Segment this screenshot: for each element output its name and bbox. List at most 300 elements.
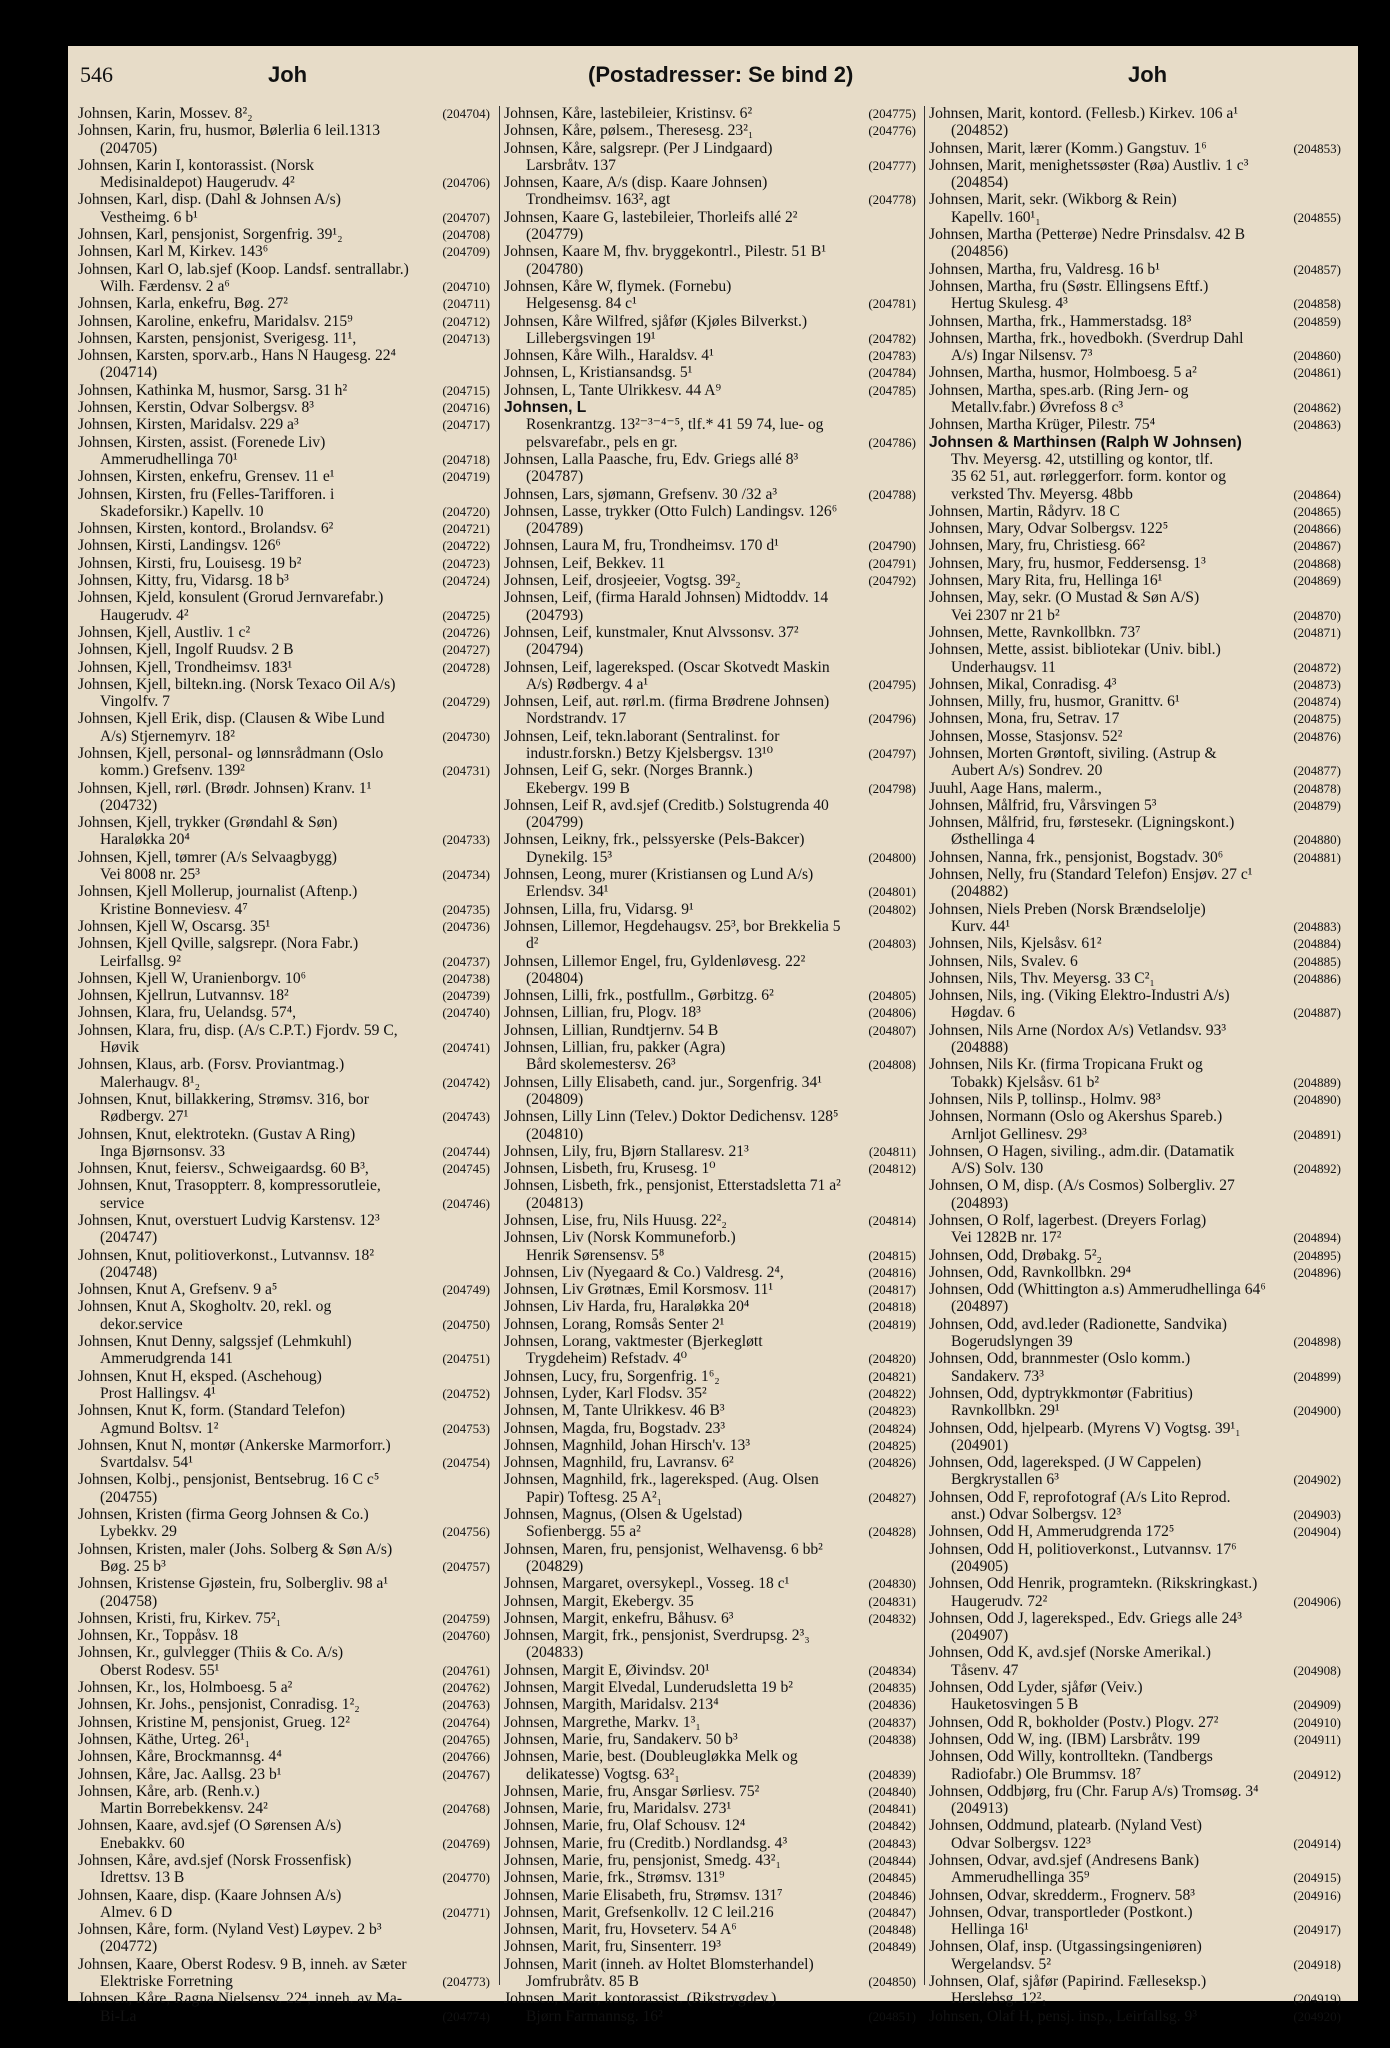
entry-text: Ammerudgrenda 141: [100, 1350, 233, 1368]
directory-entry-line: (204780): [526, 260, 584, 278]
directory-entry-line: Johnsen, Knut, elektrotekn. (Gustav A Ring): [78, 1125, 356, 1143]
entry-number: (204808): [868, 1057, 916, 1073]
entry-text: Johnsen, Lucy, fru, Sorgenfrig. 1⁶₂: [504, 1367, 720, 1385]
directory-entry-line: [929, 1990, 1341, 2007]
directory-entry-line: Johnsen, Leif, aut. rørl.m. (firma Brødrene Johnsen): [504, 693, 830, 711]
entry-text: Johnsen, Lily, fru, Bjørn Stallaresv. 21³: [504, 1142, 749, 1160]
directory-entry-line: Johnsen, Lilly Elisabeth, cand. jur., Sorgenfrig. 34¹: [504, 1073, 822, 1091]
entry-text: Oberst Rodesv. 55¹: [100, 1661, 220, 1679]
entry-number: (204862): [1293, 400, 1341, 416]
entry-number: (204791): [868, 555, 916, 571]
directory-entry-line: [78, 607, 490, 624]
entry-text: d²: [526, 935, 539, 953]
entry-text: Kapellv. 160¹₁: [951, 208, 1041, 226]
entry-number: (204781): [868, 296, 916, 312]
entry-number: (204797): [868, 745, 916, 761]
directory-entry-line: Johnsen, Marit, kontorassist. (Rikstrygdev.): [504, 1990, 777, 2008]
directory-entry-line: [78, 2008, 490, 2025]
entry-number: (204830): [868, 1576, 916, 1592]
directory-entry-line: [929, 762, 1341, 779]
directory-entry-line: [78, 1973, 490, 1990]
directory-entry-line: [78, 1420, 490, 1437]
entry-number: (204876): [1293, 728, 1341, 744]
entry-text: Johnsen, Mosse, Stasjonsv. 52²: [929, 727, 1123, 745]
entry-number: (204836): [868, 1697, 916, 1713]
directory-entry-line: Johnsen, Marit, kontord. (Fellesb.) Kirkev. 106 a¹: [929, 105, 1238, 122]
entry-text: Johnsen, Odd, Drøbakg. 5²₂: [929, 1246, 1102, 1264]
directory-entry-line: [504, 1316, 916, 1333]
entry-number: (204727): [442, 642, 490, 658]
directory-entry-line: [504, 347, 916, 364]
directory-entry-line: Johnsen, Kr., gulvlegger (Thiis & Co. A/s): [78, 1644, 344, 1662]
directory-entry-line: [504, 849, 916, 866]
directory-entry-line: [78, 209, 490, 226]
directory-entry-line: [504, 486, 916, 503]
entry-text: Johnsen, Marie, fru, pensjonist, Smedg. 43²₁: [504, 1851, 781, 1869]
directory-entry-line: [78, 1281, 490, 1298]
column-divider: [924, 106, 925, 1985]
entry-number: (204742): [442, 1074, 490, 1090]
entry-number: (204749): [442, 1282, 490, 1298]
entry-number: (204795): [868, 676, 916, 692]
entry-text: Johnsen, Lyder, Karl Flodsv. 35²: [504, 1384, 707, 1402]
directory-entry-line: Johnsen, Olaf, sjåfør (Papirind. Fælleseksp.): [929, 1973, 1207, 1991]
entry-text: Johnsen, Mary, Odvar Solbergsv. 122⁵: [929, 520, 1169, 538]
entry-number: (204725): [442, 607, 490, 623]
entry-number: (204887): [1293, 1005, 1341, 1021]
directory-entry-line: [78, 1731, 490, 1748]
directory-entry-line: [78, 1904, 490, 1921]
directory-entry-line: Johnsen, Kjell, trykker (Grøndahl & Søn): [78, 814, 338, 832]
entry-text: Johnsen, Martha Krüger, Pilestr. 75⁴: [929, 416, 1156, 434]
directory-entry-line: [929, 970, 1341, 987]
entry-number: (204738): [442, 970, 490, 986]
entry-number: (204911): [1293, 1731, 1341, 1747]
directory-entry-line: Johnsen, May, sekr. (O Mustad & Søn A/S): [929, 589, 1200, 607]
column-divider: [499, 106, 500, 1985]
directory-entry-line: Johnsen, Lorang, vaktmester (Bjerkegløtt: [504, 1333, 763, 1351]
entry-number: (204756): [442, 1524, 490, 1540]
directory-entry-line: [504, 1938, 916, 1955]
directory-entry-line: [78, 953, 490, 970]
entry-text: Johnsen, Margit E, Øivindsv. 20¹: [504, 1661, 710, 1679]
directory-entry-line: Johnsen, Klaus, arb. (Forsv. Proviantmag.): [78, 1056, 345, 1074]
entry-number: (204741): [442, 1040, 490, 1056]
entry-number: (204889): [1293, 1074, 1341, 1090]
directory-entry-line: [78, 1160, 490, 1177]
directory-entry-line: (204779): [526, 226, 584, 244]
directory-entry-line: Johnsen, Kjell Erik, disp. (Clausen & Wibe Lund: [78, 710, 385, 728]
directory-entry-line: [504, 1385, 916, 1402]
entry-number: (204718): [442, 451, 490, 467]
entry-text: Johnsen, Kirsten, Maridalsv. 229 a³: [78, 416, 299, 434]
entry-text: Johnsen, Margrethe, Markv. 1³₁: [504, 1713, 701, 1731]
directory-entry-line: [504, 122, 916, 139]
column-right: [929, 105, 1341, 2025]
directory-entry-line: Johnsen, Martha, frk., hovedbokh. (Sverdrup Dahl: [929, 329, 1244, 347]
entry-text: Agmund Boltsv. 1²: [100, 1419, 219, 1437]
entry-number: (204902): [1293, 1472, 1341, 1488]
entry-text: Bård skolemestersv. 26³: [526, 1056, 676, 1074]
directory-entry-line: [78, 641, 490, 658]
entry-number: (204914): [1293, 1835, 1341, 1851]
entry-text: delikatesse) Vogtsg. 63²₁: [526, 1765, 680, 1783]
entry-text: Johnsen, Karl M, Kirkev. 143⁶: [78, 243, 269, 261]
directory-entry-line: [929, 607, 1341, 624]
directory-entry-line: [504, 1004, 916, 1021]
entry-text: Johnsen, Mona, fru, Setrav. 17: [929, 710, 1120, 728]
entry-text: Hellinga 16¹: [951, 1921, 1029, 1939]
entry-text: Enebakkv. 60: [100, 1834, 185, 1852]
entry-text: Johnsen, Marit, Grefsenkollv. 12 C leil.216: [504, 1903, 774, 1921]
directory-entry-line: [78, 1696, 490, 1713]
entry-number: (204866): [1293, 521, 1341, 537]
entry-number: (204906): [1293, 1593, 1341, 1609]
entry-text: Johnsen, Lisbeth, fru, Krusesg. 1⁰: [504, 1160, 716, 1178]
entry-number: (204840): [868, 1783, 916, 1799]
entry-text: Johnsen, Kjell, Trondheimsv. 183¹: [78, 658, 293, 676]
directory-entry-line: [78, 313, 490, 330]
entry-text: industr.forskn.) Betzy Kjelsbergsv. 13¹⁰: [526, 744, 773, 762]
entry-text: Inga Bjørnsonsv. 33: [100, 1142, 226, 1160]
entry-number: (204817): [868, 1282, 916, 1298]
directory-entry-line: (204793): [526, 606, 584, 624]
entry-number: (204896): [1293, 1264, 1341, 1280]
directory-entry-line: Johnsen, Nils Kr. (firma Tropicana Frukt og: [929, 1056, 1203, 1074]
directory-entry-line: [504, 1921, 916, 1938]
entry-text: Johnsen, Kirsten, enkefru, Grensev. 11 e¹: [78, 468, 335, 486]
entry-text: Johnsen, Marie, fru, Ansgar Sørliesv. 75²: [504, 1782, 760, 1800]
directory-entry-line: Johnsen, Knut, politioverkonst., Lutvannsv. 18²: [78, 1246, 375, 1264]
entry-number: (204838): [868, 1731, 916, 1747]
entry-number: (204868): [1293, 555, 1341, 571]
directory-entry-line: [78, 1195, 490, 1212]
entry-text: Johnsen, Kåre, pølsem., Theresesg. 23²₁: [504, 122, 754, 140]
entry-text: Henrik Sørensensv. 5⁸: [526, 1246, 665, 1264]
directory-entry-line: (204907): [951, 1627, 1009, 1645]
directory-entry-line: Johnsen, Lillian, fru, pakker (Agra): [504, 1039, 726, 1057]
entry-number: (204861): [1293, 365, 1341, 381]
entry-number: (204796): [868, 711, 916, 727]
entry-text: Johnsen, Odd, Ravnkollbkn. 29⁴: [929, 1263, 1132, 1281]
directory-entry-line: [78, 1074, 490, 1091]
directory-entry-line: [78, 537, 490, 554]
directory-sheet: [68, 46, 1358, 2025]
entry-text: Johnsen, Kathinka M, husmor, Sarsg. 31 h²: [78, 381, 348, 399]
directory-entry-line: [929, 1766, 1341, 1783]
entry-heading: Johnsen, L: [504, 399, 587, 417]
directory-entry-line: Johnsen, Nelly, fru (Standard Telefon) Ensjøv. 27 c¹: [929, 866, 1253, 884]
entry-number: (204847): [868, 1904, 916, 1920]
directory-entry-line: [504, 1696, 916, 1713]
entry-number: (204851): [868, 2008, 916, 2024]
entry-number: (204743): [442, 1109, 490, 1125]
entry-text: Medisinaldepot) Haugerudv. 4²: [100, 174, 295, 192]
directory-entry-line: [929, 1835, 1341, 1852]
directory-entry-line: [504, 1298, 916, 1315]
entry-number: (204721): [442, 521, 490, 537]
directory-entry-line: [929, 1471, 1341, 1488]
entry-number: (204760): [442, 1628, 490, 1644]
directory-entry-line: Johnsen, O Rolf, lagerbest. (Dreyers Forlag): [929, 1212, 1207, 1229]
directory-entry-line: [929, 537, 1341, 554]
directory-entry-line: [504, 1835, 916, 1852]
entry-number: (204773): [442, 1974, 490, 1990]
entry-text: Johnsen, Kirsti, fru, Louisesg. 19 b²: [78, 554, 302, 572]
directory-entry-line: [504, 555, 916, 572]
entry-text: Johnsen, Martha, fru, Valdresg. 16 b¹: [929, 260, 1160, 278]
entry-text: Wergelandsv. 5²: [951, 1955, 1051, 1973]
directory-entry-line: [78, 243, 490, 260]
entry-text: Underhaugsv. 11: [951, 658, 1056, 676]
entry-number: (204745): [442, 1161, 490, 1177]
directory-entry-line: Johnsen, Odd H, politioverkonst., Lutvannsv. 17⁶: [929, 1540, 1237, 1558]
column-middle: [504, 105, 916, 2025]
directory-entry-line: [504, 1679, 916, 1696]
entry-text: Johnsen, Kåre, lastebileier, Kristinsv. 6²: [504, 105, 753, 122]
entry-number: (204826): [868, 1455, 916, 1471]
directory-entry-line: (204748): [100, 1263, 158, 1281]
directory-entry-line: [78, 1143, 490, 1160]
directory-entry-line: (204758): [100, 1592, 158, 1610]
directory-entry-line: Johnsen, Magnhild, frk., lagereksped. (Aug. Olsen: [504, 1471, 819, 1489]
directory-entry-line: Johnsen, O M, disp. (A/s Cosmos) Solbergliv. 27: [929, 1177, 1235, 1195]
entry-number: (204729): [442, 694, 490, 710]
entry-number: (204877): [1293, 763, 1341, 779]
entry-text: Johnsen, Marie, frk., Strømsv. 131⁹: [504, 1869, 725, 1887]
entry-number: (204894): [1293, 1230, 1341, 1246]
entry-number: (204900): [1293, 1403, 1341, 1419]
entry-text: Johnsen, Kristine M, pensjonist, Grueg. 12²: [78, 1713, 350, 1731]
directory-entry-line: Johnsen, Odd, dyptrykkmontør (Fabritius): [929, 1384, 1193, 1402]
directory-entry-line: [504, 1869, 916, 1886]
directory-entry-line: [929, 1091, 1341, 1108]
entry-number: (204915): [1293, 1870, 1341, 1886]
directory-entry-line: Johnsen, Kåre, arb. (Renh.v.): [78, 1782, 260, 1800]
entry-number: (204719): [442, 469, 490, 485]
entry-text: Johnsen, Marit, fru, Hovseterv. 54 A⁶: [504, 1921, 737, 1939]
directory-entry-line: Johnsen, Leif R, avd.sjef (Creditb.) Solstugrenda 40: [504, 796, 829, 814]
entry-text: Lybekkv. 29: [100, 1523, 177, 1541]
directory-entry-line: [78, 1039, 490, 1056]
entry-number: (204898): [1293, 1334, 1341, 1350]
entry-text: Johnsen, Martha, husmor, Holmboesg. 5 a²: [929, 364, 1197, 382]
directory-entry-line: Johnsen, Kaare, avd.sjef (O Sørensen A/s): [78, 1817, 342, 1835]
column-left: [78, 105, 490, 2025]
directory-entry-line: [929, 295, 1341, 312]
entry-text: Johnsen, Nils, Svalev. 6: [929, 952, 1078, 970]
directory-entry-line: [504, 1420, 916, 1437]
entry-number: (204918): [1293, 1956, 1341, 1972]
directory-entry-line: Johnsen, Knut, billakkering, Strømsv. 316, bor: [78, 1090, 369, 1108]
directory-entry-line: [78, 278, 490, 295]
directory-entry-line: [929, 1004, 1341, 1021]
entry-number: (204802): [868, 901, 916, 917]
directory-entry-line: Johnsen, Odd Willy, kontrolltekn. (Tandbergs: [929, 1748, 1213, 1766]
entry-text: Johnsen, Karl, pensjonist, Sorgenfrig. 39¹₂: [78, 226, 343, 244]
entry-number: (204919): [1293, 1991, 1341, 2007]
directory-entry-line: [929, 1506, 1341, 1523]
directory-entry-line: [78, 1316, 490, 1333]
entry-text: Haugerudv. 72²: [951, 1592, 1048, 1610]
entry-number: (204879): [1293, 797, 1341, 813]
entry-number: (204886): [1293, 970, 1341, 986]
directory-entry-line: Johnsen, Kaare, A/s (disp. Kaare Johnsen): [504, 174, 768, 192]
entry-text: pelsvarefabr., pels en gr.: [526, 433, 678, 451]
entry-number: (204824): [868, 1420, 916, 1436]
directory-entry-line: [78, 1108, 490, 1125]
directory-entry-line: [504, 1766, 916, 1783]
directory-entry-line: Johnsen, Kristen (firma Georg Johnsen & Co.): [78, 1506, 369, 1524]
entry-text: service: [100, 1194, 145, 1212]
entry-text: Juuhl, Aage Hans, malerm.,: [929, 779, 1102, 797]
entry-number: (204875): [1293, 711, 1341, 727]
entry-number: (204777): [868, 157, 916, 173]
entry-number: (204863): [1293, 417, 1341, 433]
directory-entry-line: [504, 1247, 916, 1264]
directory-entry-line: [929, 831, 1341, 848]
entry-number: (204837): [868, 1714, 916, 1730]
directory-entry-line: [929, 1714, 1341, 1731]
directory-entry-line: [504, 1662, 916, 1679]
entry-text: Johnsen, Margit Elvedal, Lunderudsletta 19 b²: [504, 1679, 793, 1697]
entry-number: (204720): [442, 503, 490, 519]
directory-entry-line: Johnsen, Normann (Oslo og Akershus Spareb.): [929, 1108, 1223, 1126]
entry-text: Johnsen, Magnhild, fru, Lavransv. 6²: [504, 1454, 734, 1472]
entry-text: Høvik: [100, 1039, 139, 1057]
directory-entry-line: [78, 831, 490, 848]
directory-entry-line: [78, 1835, 490, 1852]
directory-entry-line: [504, 1783, 916, 1800]
directory-entry-line: (204813): [526, 1194, 584, 1212]
directory-entry-line: [504, 1887, 916, 1904]
entry-text: Johnsen, Margaret, oversykepl., Vosseg. 18 c¹: [504, 1575, 790, 1593]
entry-number: (204736): [442, 918, 490, 934]
entry-number: (204784): [868, 365, 916, 381]
entry-text: Bogerudslyngen 39: [951, 1333, 1073, 1351]
directory-entry-line: Johnsen, Odd (Whittington a.s) Ammerudhellinga 64⁶: [929, 1281, 1266, 1299]
entry-text: Johnsen, Laura M, fru, Trondheimsv. 170 d¹: [504, 537, 779, 555]
directory-entry-line: Johnsen, Odd J, lagereksped., Edv. Griegs alle 24³: [929, 1609, 1242, 1627]
entry-text: Papir) Toftesg. 25 A²₁: [526, 1488, 663, 1506]
entry-text: Johnsen, Karin, Mossev. 8²₂: [78, 105, 253, 122]
directory-entry-line: [78, 226, 490, 243]
entry-number: (204761): [442, 1662, 490, 1678]
directory-entry-line: [929, 935, 1341, 952]
entry-number: (204807): [868, 1022, 916, 1038]
entry-text: Johnsen, Kerstin, Odvar Solbergsv. 8³: [78, 399, 314, 417]
directory-entry-line: [504, 1817, 916, 1834]
directory-entry-line: Johnsen, Leif G, sekr. (Norges Brannk.): [504, 762, 753, 780]
entry-text: Johnsen, Marie, fru, Olaf Schousv. 12⁴: [504, 1817, 746, 1835]
entry-number: (204740): [442, 1005, 490, 1021]
entry-text: Høgdav. 6: [951, 1004, 1015, 1022]
directory-entry-line: [78, 1454, 490, 1471]
directory-entry-line: Johnsen, Lasse, trykker (Otto Fulch) Landingsv. 126⁶: [504, 502, 838, 520]
entry-number: (204822): [868, 1385, 916, 1401]
entry-text: Bøg. 25 b³: [100, 1557, 166, 1575]
directory-entry-line: Johnsen, Knut, Trasoppterr. 8, kompressorutleie,: [78, 1177, 381, 1195]
entry-text: Johnsen, Lilli, frk., postfullm., Gørbitzg. 6²: [504, 987, 774, 1005]
directory-entry-line: [504, 676, 916, 693]
directory-entry-line: [78, 1558, 490, 1575]
directory-entry-line: Johnsen, Odd K, avd.sjef (Norske Amerikal.): [929, 1644, 1211, 1662]
entry-number: (204707): [442, 209, 490, 225]
directory-entry-line: [78, 1800, 490, 1817]
directory-entry-line: (204833): [526, 1644, 584, 1662]
entry-number: (204722): [442, 538, 490, 554]
entry-number: (204704): [442, 106, 490, 121]
entry-number: (204790): [868, 538, 916, 554]
entry-text: Haraløkka 20⁴: [100, 831, 190, 849]
entry-text: Johnsen, Kjell, Ingolf Ruudsv. 2 B: [78, 641, 294, 659]
entry-text: Larsbråtv. 137: [526, 156, 616, 174]
directory-entry-line: Johnsen, Liv (Norsk Kommuneforb.): [504, 1229, 736, 1247]
entry-number: (204818): [868, 1299, 916, 1315]
entry-number: (204723): [442, 555, 490, 571]
directory-entry-line: [78, 295, 490, 312]
entry-number: (204792): [868, 573, 916, 589]
directory-entry-line: [929, 347, 1341, 364]
directory-entry-line: [78, 416, 490, 433]
entry-number: (204798): [868, 780, 916, 796]
entry-number: (204762): [442, 1680, 490, 1696]
entry-text: Johnsen, L, Kristiansandsg. 5¹: [504, 364, 693, 382]
entry-number: (204858): [1293, 296, 1341, 312]
directory-entry-line: [78, 728, 490, 745]
entry-text: Sofienbergg. 55 a²: [526, 1523, 641, 1541]
directory-entry-line: Johnsen, Målfrid, fru, førstesekr. (Ligningskont.): [929, 814, 1235, 832]
entry-number: (204916): [1293, 1887, 1341, 1903]
entry-text: Odvar Solbergsv. 122³: [951, 1834, 1091, 1852]
directory-entry-line: Johnsen, Knut K, form. (Standard Telefon): [78, 1402, 346, 1420]
directory-entry-line: [78, 987, 490, 1004]
entry-number: (204774): [442, 2008, 490, 2024]
entry-text: Johnsen, Kjell W, Uranienborgv. 10⁶: [78, 969, 307, 987]
directory-entry-line: Johnsen, Lalla Paasche, fru, Edv. Griegs allé 8³: [504, 450, 799, 468]
entry-number: (204766): [442, 1749, 490, 1765]
entry-number: (204910): [1293, 1714, 1341, 1730]
entry-text: Arnljot Gellinesv. 29³: [951, 1125, 1087, 1143]
directory-entry-line: Johnsen, Kåre, Ragna Nielsensv. 22⁴, inneh. av Ma-: [78, 1990, 403, 2008]
entry-number: (204860): [1293, 348, 1341, 364]
directory-entry-line: [504, 572, 916, 589]
entry-number: (204873): [1293, 676, 1341, 692]
entry-number: (204767): [442, 1766, 490, 1782]
directory-entry-line: [504, 1350, 916, 1367]
entry-text: Johnsen, Magda, fru, Bogstadv. 23³: [504, 1419, 726, 1437]
entry-number: (204706): [442, 175, 490, 191]
entry-text: Erlendsv. 34¹: [526, 883, 609, 901]
directory-entry-line: [929, 953, 1341, 970]
entry-number: (204857): [1293, 261, 1341, 277]
entry-text: Lillebergsvingen 19¹: [526, 329, 656, 347]
entry-number: (204752): [442, 1385, 490, 1401]
directory-entry-line: (204799): [526, 814, 584, 832]
entry-number: (204724): [442, 573, 490, 589]
entry-text: Almev. 6 D: [100, 1903, 173, 1921]
directory-entry-line: [504, 1160, 916, 1177]
entry-number: (204811): [868, 1143, 916, 1159]
directory-entry-line: [504, 1523, 916, 1540]
entry-number: (204737): [442, 953, 490, 969]
entry-number: (204865): [1293, 503, 1341, 519]
directory-entry-line: Johnsen, Lisbeth, frk., pensjonist, Etterstadsletta 71 a²: [504, 1177, 841, 1195]
directory-entry-line: [504, 1022, 916, 1039]
entry-text: Johnsen, Lillian, Rundtjernv. 54 B: [504, 1021, 719, 1039]
directory-entry-line: Johnsen, Kolbj., pensjonist, Bentsebrug. 16 C c⁵: [78, 1471, 380, 1489]
entry-number: (204885): [1293, 953, 1341, 969]
